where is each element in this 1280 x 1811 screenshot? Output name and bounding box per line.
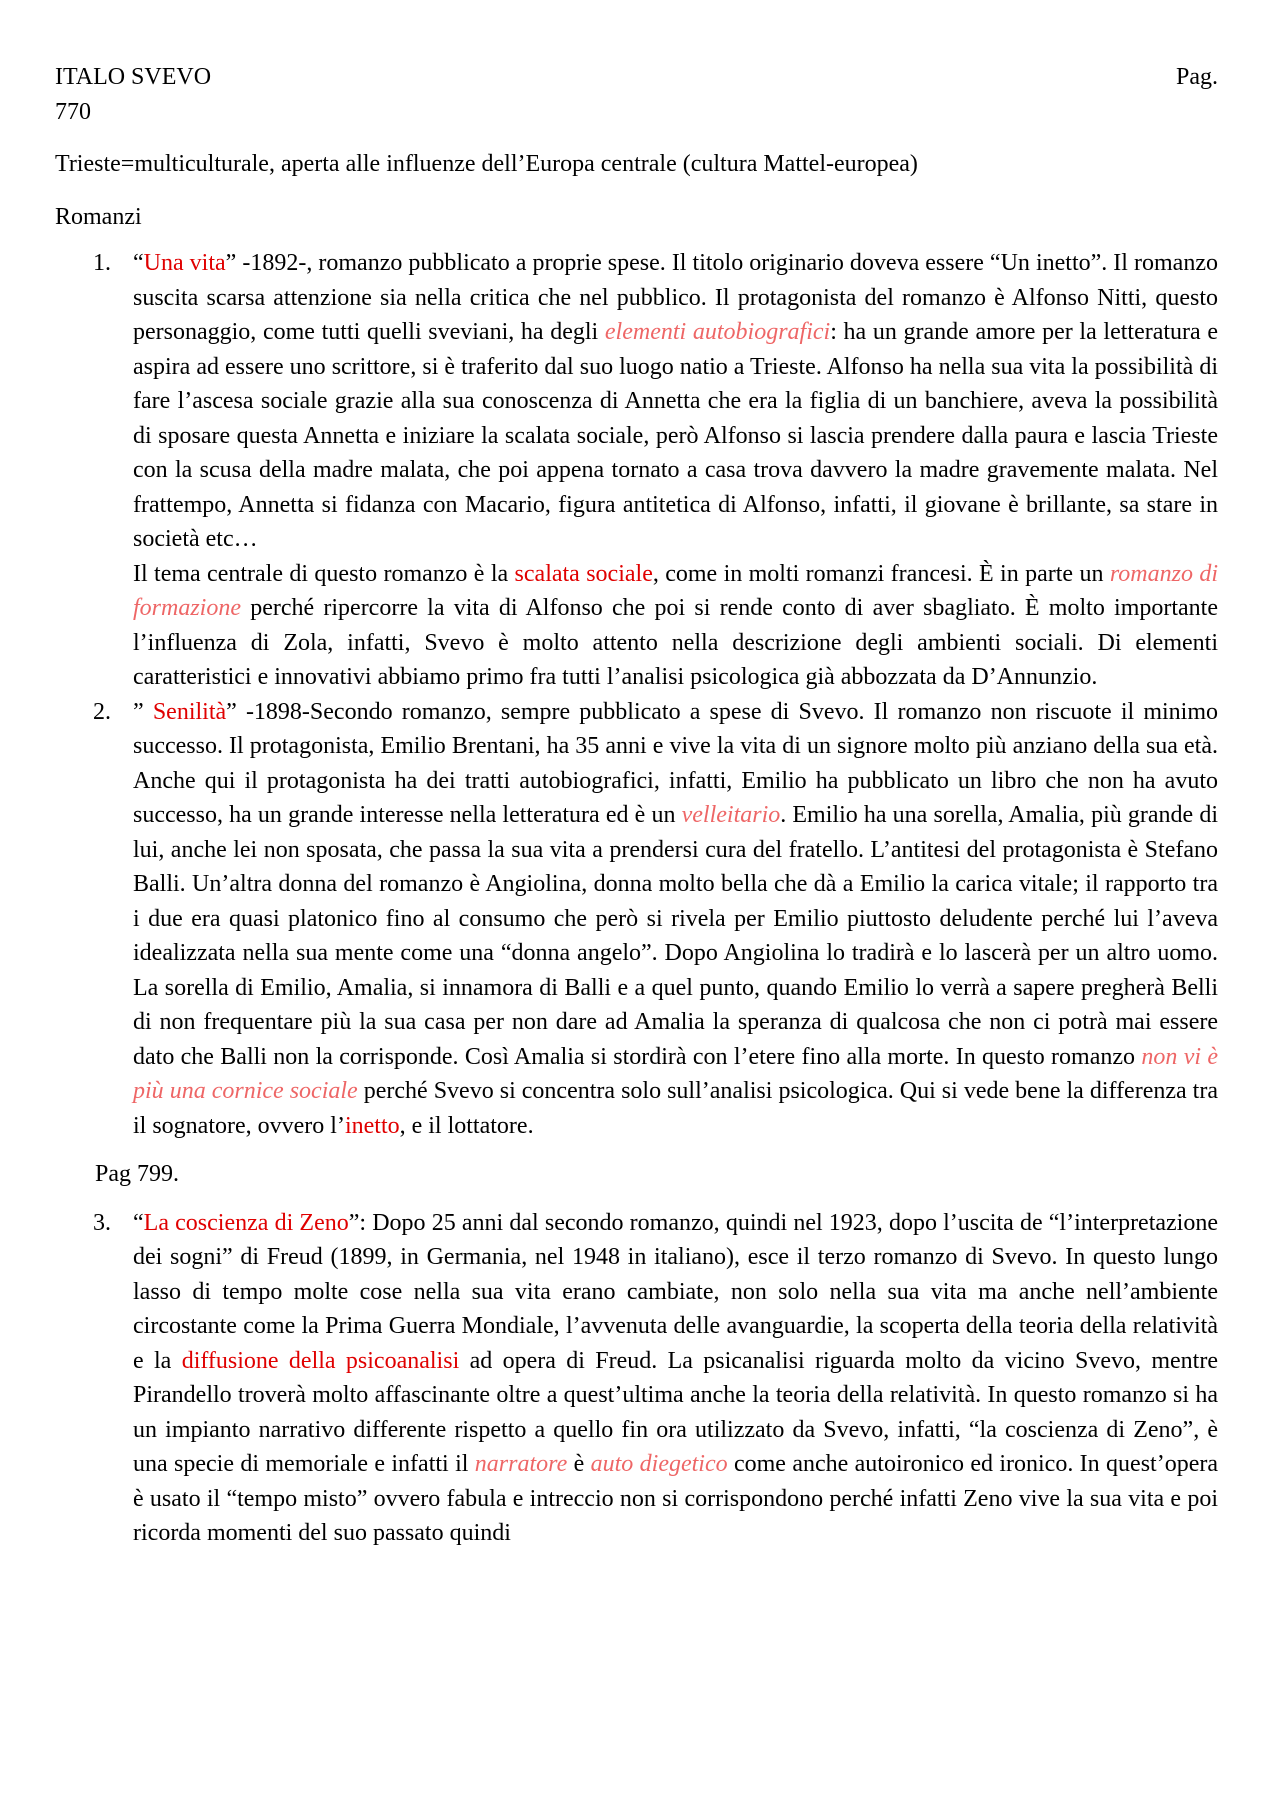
text-run: ad opera di Freud. La psicanalisi riguarda molto da vicino Svevo, mentre Pirandello troverà molto affascinante oltre a quest’ultima anche la teoria della relatività. In questo romanzo si ha un impianto narrativo differente rispetto a quello fin ora utilizzato da Svevo, infatti, “la coscienza di Zeno”, è una specie di memoriale e infatti il xyxy=(133,1347,1218,1477)
highlight-term: Senilità xyxy=(152,698,227,725)
text-run: “ xyxy=(133,250,144,276)
item-paragraph xyxy=(133,695,1218,1144)
intro-paragraph: Trieste=multiculturale, aperta alle influenze dell’Europa centrale (cultura Mattel-europea) xyxy=(55,151,918,177)
text-run: come anche autoironico ed ironico. In quest’opera è usato il “tempo misto” ovvero fabula e intreccio non si corrispondono perché infatti Zeno vive la sua vita e poi ricorda momenti del suo passato quindi xyxy=(133,1451,1218,1546)
text-run: perché ripercorre la vita di Alfonso che poi si rende conto di aver sbagliato. È molto importante l’influenza di Zola, infatti, Svevo è molto attento nella descrizione degli ambienti sociali. Di elementi caratteristici e innovativi abbiamo primo fra tutti l’analisi psicologica già abbozzata da D’Annunzio. xyxy=(133,595,1218,690)
list-number: 3. xyxy=(93,1209,111,1236)
text-run: : ha un grande amore per la letteratura e aspira ad essere uno scrittore, si è traferito dal suo luogo natio a Trieste. Alfonso ha nella sua vita la possibilità di fare l’ascesa sociale grazie alla sua conoscenza di Annetta che era la figlia di un banchiere, aveva la possibilità di sposare questa Annetta e iniziare la scalata sociale, però Alfonso si lascia prendere dalla paura e lascia Trieste con la scusa della madre malata, che poi appena tornato a casa trova davvero la madre gravemente malata. Nel frattempo, Annetta si fidanza con Macario, figura antitetica di Alfonso, infatti, il giovane è brillante, sa stare in società etc… xyxy=(133,319,1219,552)
section-title: Romanzi xyxy=(55,203,142,230)
novels-list-continued xyxy=(55,1206,1218,1551)
emphasis-term: velleitario xyxy=(681,802,781,828)
list-item xyxy=(55,695,1218,1144)
item-paragraph xyxy=(133,246,1218,557)
highlight-term: La coscienza di Zeno xyxy=(143,1209,349,1236)
highlight-term: scalata sociale xyxy=(514,560,653,587)
page-header xyxy=(55,60,1218,95)
list-item xyxy=(55,246,1218,695)
page-number: 770 xyxy=(55,98,91,125)
page-label: Pag. xyxy=(1176,64,1218,90)
highlight-term: Una vita xyxy=(143,250,226,276)
text-run: perché Svevo si concentra solo sull’analisi psicologica. Qui si vede bene la differenza tra il sognatore, ovvero l’ xyxy=(133,1078,1218,1139)
item-paragraph xyxy=(133,557,1218,695)
highlight-term: inetto xyxy=(344,1112,400,1139)
text-run: , e il lottatore. xyxy=(399,1112,534,1139)
text-run: Il tema centrale di questo romanzo è la xyxy=(133,560,515,587)
novels-list xyxy=(55,246,1218,1143)
document-title: ITALO SVEVO xyxy=(55,64,212,90)
text-run: ” -1898-Secondo romanzo, sempre pubblicato a spese di Svevo. Il romanzo non riscuote il minimo successo. Il protagonista, Emilio Brentani, ha 35 anni e vive la vita di un signore molto più anziano della sua età. Anche qui il protagonista ha dei tratti autobiografici, infatti, Emilio ha pubblicato un libro che non ha avuto successo, ha un grande interesse nella letteratura ed è un xyxy=(133,698,1219,828)
item-paragraph xyxy=(133,1206,1218,1551)
text-run: ” -1892-, romanzo pubblicato a proprie spese. Il titolo originario doveva essere “Un inetto”. Il romanzo suscita scarsa attenzione sia nella critica che nel pubblico. Il protagonista del romanzo è Alfonso Nitti, questo personaggio, come tutti quelli sveviani, ha degli xyxy=(133,250,1218,345)
list-number: 1. xyxy=(93,250,111,276)
emphasis-term: auto diegetico xyxy=(590,1451,728,1477)
text-run: è xyxy=(567,1451,591,1477)
emphasis-term: narratore xyxy=(474,1451,568,1477)
text-run: , come in molti romanzi francesi. È in parte un xyxy=(652,560,1110,587)
text-run: “ xyxy=(133,1209,144,1236)
emphasis-term: elementi autobiografici xyxy=(604,319,831,345)
highlight-term: diffusione della psicoanalisi xyxy=(181,1347,460,1374)
list-number: 2. xyxy=(93,698,111,725)
text-run: ”: Dopo 25 anni dal secondo romanzo, quindi nel 1923, dopo l’uscita de “l’interpretazione dei sogni” di Freud (1899, in Germania, nel 1948 in italiano), esce il terzo romanzo di Svevo. In questo lungo lasso di tempo molte cose nella sua vita erano cambiate, non solo nella sua vita ma anche nell’ambiente circostante come la Prima Guerra Mondiale, l’avvenuta delle avanguardie, la scoperta della teoria della relatività e la xyxy=(133,1209,1218,1374)
text-run: ” xyxy=(133,698,153,725)
list-item xyxy=(55,1206,1218,1551)
emphasis-term: non vi è più una cornice sociale xyxy=(133,1043,1218,1104)
page-reference: Pag 799. xyxy=(95,1161,179,1187)
emphasis-term: romanzo di formazione xyxy=(133,560,1218,621)
text-run: . Emilio ha una sorella, Amalia, più grande di lui, anche lei non sposata, che passa la sua vita a prendersi cura del fratello. L’antitesi del protagonista è Stefano Balli. Un’altra donna del romanzo è Angiolina, donna molto bella che dà a Emilio la carica vitale; il rapporto tra i due era quasi platonico fino al consumo che però si rivela per Emilio piuttosto deludente perché lui l’aveva idealizzata nella sua mente come una “donna angelo”. Dopo Angiolina lo tradirà e lo lascerà per un altro uomo. La sorella di Emilio, Amalia, si innamora di Balli e a quel punto, quando Emilio lo verrà a sapere pregherà Belli di non frequentare più la sua casa per non dare ad Amalia la speranza di qualcosa che non ci potrà mai essere dato che Balli non la corrisponde. Così Amalia si stordirà con l’etere fino alla morte. In questo romanzo xyxy=(133,802,1219,1070)
